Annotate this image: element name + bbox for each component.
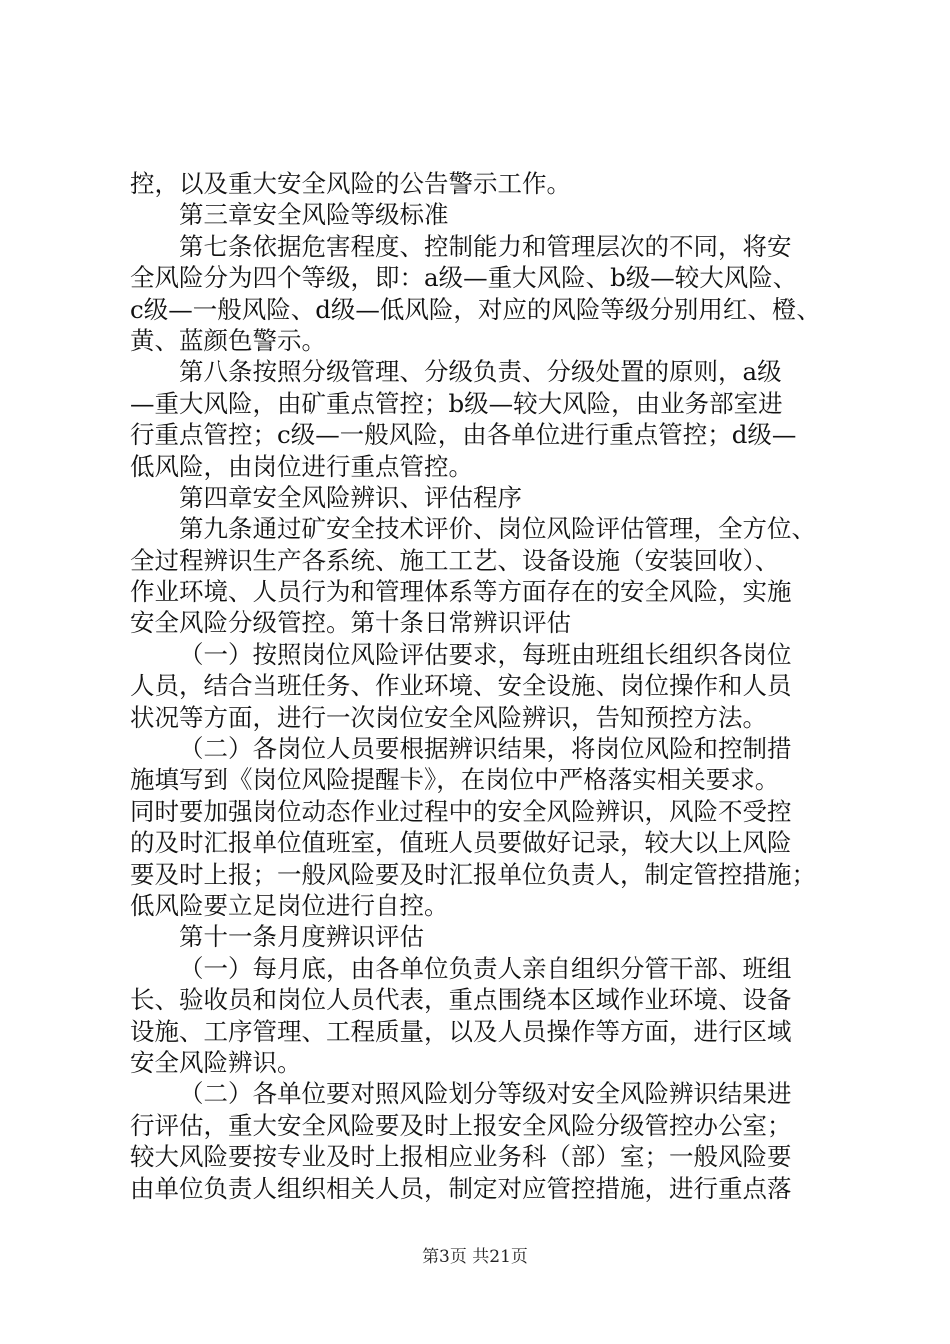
text-line: —重大风险，由矿重点管控；b级—较大风险，由业务部室进	[130, 388, 783, 418]
page-footer: 第3页 共21页	[422, 1247, 528, 1267]
text-line: 设施、工序管理、工程质量，以及人员操作等方面，进行区域	[130, 1016, 792, 1046]
text-line: 行评估，重大安全风险要及时上报安全风险分级管控办公室；	[130, 1110, 792, 1140]
text-line: 行重点管控；c级—一般风险，由各单位进行重点管控；d级—	[130, 420, 797, 450]
text-line: （二）各单位要对照风险划分等级对安全风险辨识结果进	[179, 1079, 792, 1109]
text-line: 第九条通过矿安全技术评价、岗位风险评估管理，全方位、	[179, 514, 816, 544]
text-line: 同时要加强岗位动态作业过程中的安全风险辨识，风险不受控	[130, 796, 792, 826]
text-line: 由单位负责人组织相关人员，制定对应管控措施，进行重点落	[130, 1173, 792, 1203]
text-line: 安全风险辨识。	[130, 1047, 302, 1077]
text-line: 状况等方面，进行一次岗位安全风险辨识，告知预控方法。	[130, 702, 767, 732]
text-line: 低风险，由岗位进行重点管控。	[130, 451, 473, 481]
text-line: 低风险要立足岗位进行自控。	[130, 890, 449, 920]
text-line: 第八条按照分级管理、分级负责、分级处置的原则，a级	[179, 357, 782, 387]
text-line: （一）按照岗位风险评估要求，每班由班组长组织各岗位	[179, 639, 792, 669]
text-line: 长、验收员和岗位人员代表，重点围绕本区域作业环境、设备	[130, 985, 792, 1015]
text-line: 要及时上报；一般风险要及时汇报单位负责人，制定管控措施；	[130, 859, 816, 889]
text-line: 全风险分为四个等级，即：a级—重大风险、b级—较大风险、	[130, 263, 798, 293]
text-line: 的及时汇报单位值班室，值班人员要做好记录，较大以上风险	[130, 828, 792, 858]
document-body	[130, 168, 836, 1204]
text-line: c级—一般风险、d级—低风险，对应的风险等级分别用红、橙、	[130, 294, 821, 324]
text-line: 黄、蓝颜色警示。	[130, 325, 326, 355]
text-line: 作业环境、人员行为和管理体系等方面存在的安全风险，实施	[130, 577, 792, 607]
text-line: （一）每月底，由各单位负责人亲自组织分管干部、班组	[179, 953, 792, 983]
text-line: （二）各岗位人员要根据辨识结果，将岗位风险和控制措	[179, 734, 792, 764]
text-line: 安全风险分级管控。第十条日常辨识评估	[130, 608, 571, 638]
text-line: 第三章安全风险等级标准	[179, 200, 449, 230]
text-line: 第七条依据危害程度、控制能力和管理层次的不同，将安	[179, 231, 792, 261]
text-line: 控，以及重大安全风险的公告警示工作。	[130, 169, 571, 198]
text-line: 第十一条月度辨识评估	[179, 922, 424, 952]
text-line: 人员，结合当班任务、作业环境、安全设施、岗位操作和人员	[130, 671, 792, 701]
text-line: 全过程辨识生产各系统、施工工艺、设备设施（安装回收）、	[130, 545, 780, 575]
text-line: 较大风险要按专业及时上报相应业务科（部）室；一般风险要	[130, 1142, 792, 1172]
text-line: 第四章安全风险辨识、评估程序	[179, 482, 522, 512]
text-line: 施填写到《岗位风险提醒卡》，在岗位中严格落实相关要求。	[130, 765, 780, 795]
